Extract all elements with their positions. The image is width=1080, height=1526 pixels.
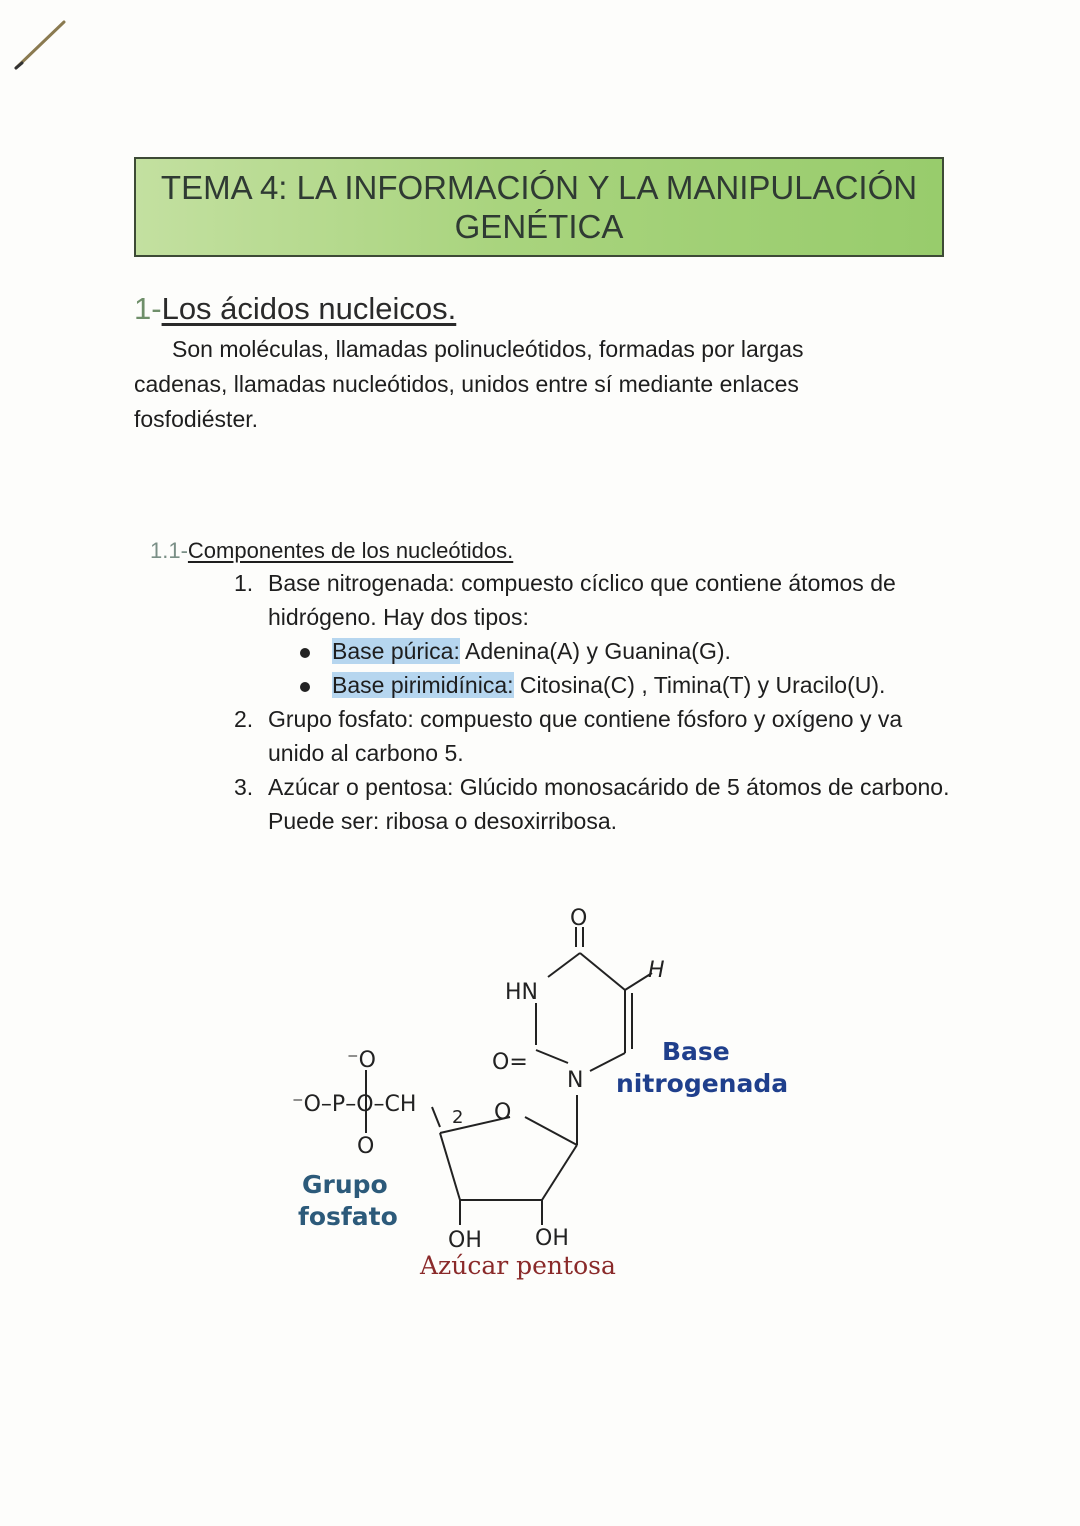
nucleotide-diagram (280, 895, 800, 1295)
bullet-item (234, 634, 954, 668)
list-item-text: Base nitrogenada: compuesto cíclico que contiene átomos de hidrógeno. Hay dos tipos: (268, 570, 896, 630)
atom-subscript: 2 (452, 1107, 464, 1128)
list-item (234, 770, 954, 838)
atom-o-ring: O (494, 1100, 512, 1125)
list-item-text: Azúcar o pentosa: Glúcido monosacárido de 5 átomos de carbono. Puede ser: ribosa o desoxirribosa. (268, 774, 950, 834)
list-item-number: 1. (234, 570, 254, 596)
atom-hn: HN (505, 980, 538, 1005)
bullet-text: Adenina(A) y Guanina(G). (459, 638, 731, 664)
atom-o-carbonyl: O= (492, 1050, 528, 1075)
bullet-icon (300, 648, 310, 658)
components-list (234, 566, 954, 838)
base-label-1: Base (662, 1037, 730, 1066)
title-line-1: TEMA 4: LA INFORMACIÓN Y LA MANIPULACIÓN (160, 169, 918, 206)
atom-o-bottom: O (357, 1134, 375, 1159)
list-item (234, 566, 954, 634)
section-1-heading (134, 291, 456, 327)
section-1-1-number: 1.1- (150, 538, 188, 563)
molecule-bonds (366, 927, 652, 1225)
sugar-label: Azúcar pentosa (420, 1251, 616, 1280)
bullet-item (234, 668, 954, 702)
phosphate-chain: ⁻O–P–O–CH (292, 1092, 417, 1117)
atom-n: N (567, 1068, 584, 1093)
phosphate-label-1: Grupo (302, 1170, 388, 1199)
atom-h: H (648, 958, 665, 983)
bullet-label: Base púrica: (332, 638, 460, 664)
bullet-label: Base pirimidínica: (332, 672, 514, 698)
list-item-number: 3. (234, 774, 254, 800)
section-1-paragraph: Son moléculas, llamadas polinucleótidos, formadas por largas cadenas, llamadas nucleótidos, unidos entre sí mediante enlaces fosfodiéster. (134, 336, 804, 432)
section-1-1-heading (150, 538, 513, 564)
section-1-title: Los ácidos nucleicos. (161, 291, 457, 326)
section-1-number: 1- (134, 291, 162, 326)
list-item (234, 702, 954, 770)
title-box (134, 157, 944, 257)
bullet-text: Citosina(C) , Timina(T) y Uracilo(U). (513, 672, 886, 698)
atom-o-top: O (570, 906, 588, 931)
bullet-icon (300, 682, 310, 692)
pencil-mark (8, 18, 68, 74)
base-label-2: nitrogenada (616, 1069, 789, 1098)
list-item-text: Grupo fosfato: compuesto que contiene fósforo y oxígeno y va unido al carbono 5. (268, 706, 903, 766)
phosphate-label-2: fosfato (298, 1202, 398, 1231)
atom-o-minus: ⁻O (347, 1048, 376, 1073)
title-line-2: GENÉTICA (454, 208, 624, 245)
atom-oh-1: OH (448, 1228, 482, 1253)
atom-oh-2: OH (535, 1226, 569, 1251)
list-item-number: 2. (234, 706, 254, 732)
section-1-1-title: Componentes de los nucleótidos. (187, 538, 514, 563)
page-title (161, 168, 917, 246)
